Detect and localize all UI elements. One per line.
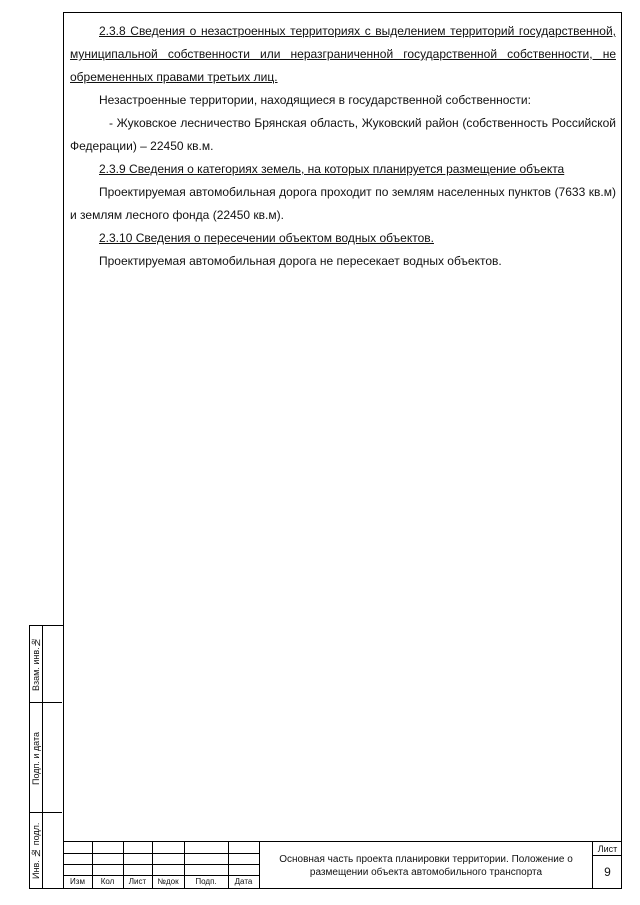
- sheet-label: Лист: [593, 842, 622, 856]
- document-title: [259, 842, 593, 889]
- side-label-inv-original: Инв. № подл.: [31, 822, 41, 879]
- section-2-3-10-heading: 2.3.10 Сведения о пересечении объектом водных объектов.: [99, 231, 434, 245]
- state-property-item: - Жуковское лесничество Брянская область, Жуковский район (собственность Российской Федерации) – 22450 кв.м.: [70, 116, 616, 153]
- col-header-podp: Подп.: [195, 877, 217, 886]
- side-cell-sign-date: [30, 703, 62, 813]
- state-property-intro: Незастроенные территории, находящиеся в государственной собственности:: [99, 93, 531, 107]
- side-cell-inv-replace: [30, 626, 62, 703]
- col-header-data: Дата: [234, 877, 253, 886]
- section-2-3-10-text: Проектируемая автомобильная дорога не пересекает водных объектов.: [99, 254, 502, 268]
- section-2-3-9-text: Проектируемая автомобильная дорога проходит по землям населенных пунктов (7633 кв.м) и землям лесного фонда (22450 кв.м).: [70, 185, 616, 222]
- side-label-sign-date: Подп. и дата: [31, 731, 41, 785]
- col-header-ndok: №док: [157, 877, 179, 886]
- side-strip-divider: [42, 626, 43, 888]
- col-header-kol: Кол: [100, 877, 115, 886]
- side-label-inv-replace: Взам. инв.№: [31, 637, 41, 692]
- side-cell-inv-original: [30, 813, 62, 888]
- document-title-text: Основная часть проекта планировки территории. Положение о размещении объекта автомобильного транспорта: [279, 853, 573, 878]
- side-stamp-strip: [29, 625, 63, 889]
- document-body: [70, 20, 616, 273]
- title-block: [63, 841, 622, 889]
- section-2-3-9-heading: 2.3.9 Сведения о категориях земель, на которых планируется размещение объекта: [99, 162, 565, 176]
- section-2-3-8-heading: 2.3.8 Сведения о незастроенных территориях с выделением территорий государственной, муниципальной собственности или неразграниченной государственной собственности, не обремененных правами третьих лиц.: [70, 24, 616, 84]
- col-header-izm: Изм: [70, 877, 85, 886]
- sheet-cell: [593, 842, 622, 889]
- title-block-grid: [63, 842, 259, 889]
- sheet-number: 9: [604, 865, 611, 879]
- col-header-list: Лист: [128, 877, 147, 886]
